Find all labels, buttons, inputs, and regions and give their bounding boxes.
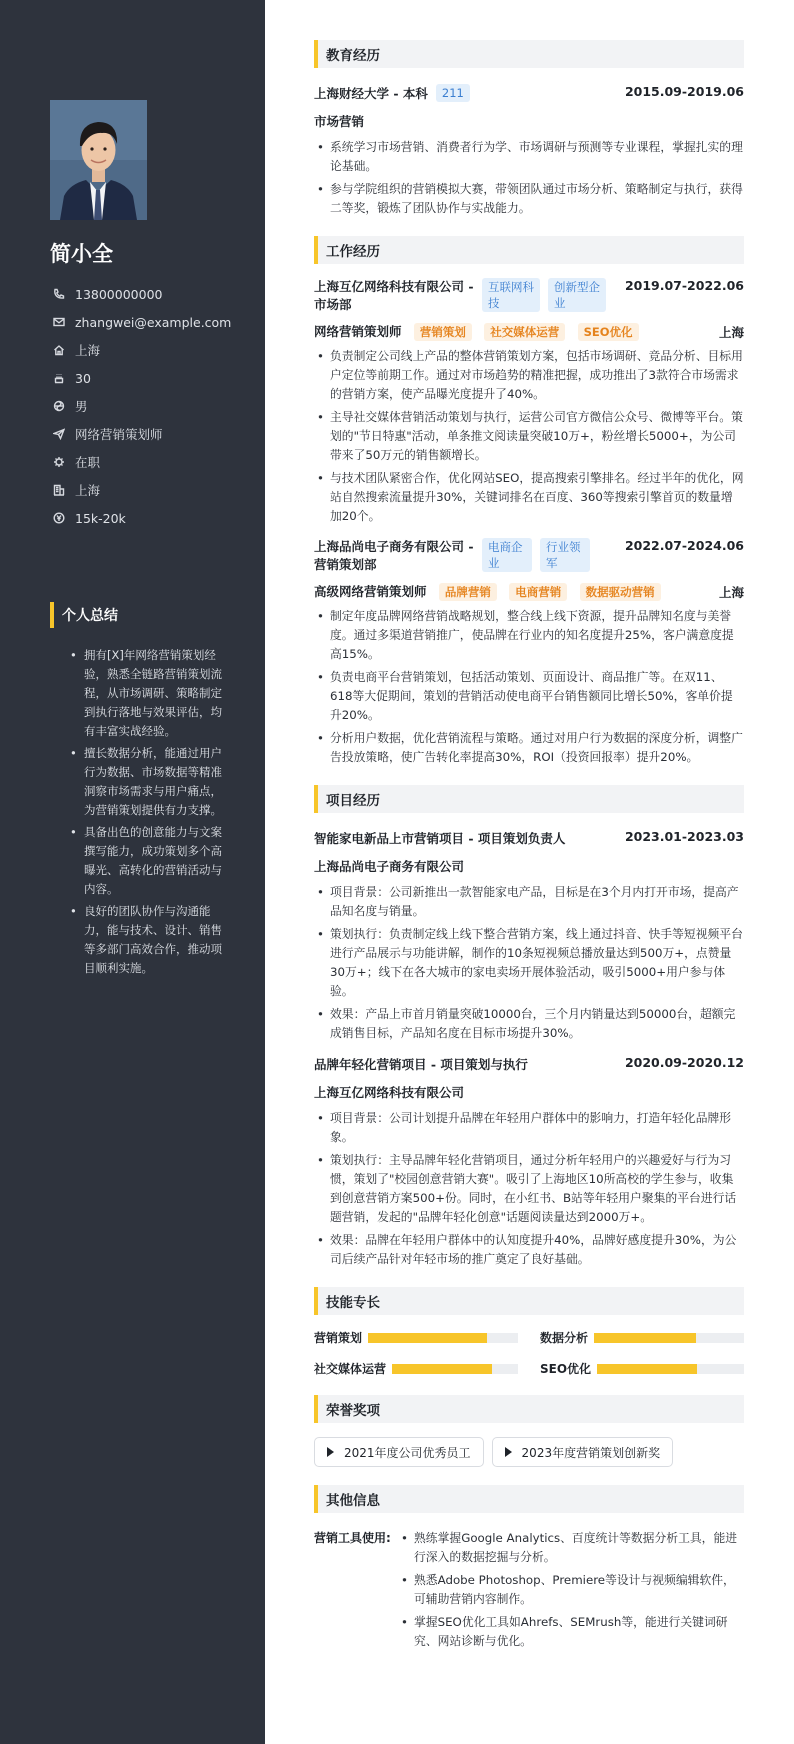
info-email [50, 308, 250, 336]
info-status [50, 448, 250, 476]
project-bullet: • 项目背景：公司计划提升品牌在年轻用户群体中的影响力，打造年轻化品牌形象。 [314, 1109, 744, 1147]
project-bullet: • 效果：产品上市首月销量突破10000台，三个月内销量达到50000台，超额完成销售目标，产品知名度在目标市场提升30%。 [314, 1005, 744, 1043]
education-date: 2015.09-2019.06 [624, 84, 744, 99]
project-date: 2023.01-2023.03 [624, 829, 744, 844]
award-item [314, 1437, 484, 1467]
project-bullet: • 策划执行：负责制定线上线下整合营销方案，线上通过抖音、快手等短视频平台进行产品展示与功能讲解，制作的10条短视频总播放量达到500万+，点赞量30万+；线下在各大城市的家电卖场开展体验活动，吸引5000+用户参与体验。 [314, 925, 744, 1001]
award-text: 2021年度公司优秀员工 [344, 1445, 471, 1460]
skill-item [540, 1360, 744, 1377]
skill-item [314, 1360, 518, 1377]
work-role-left [314, 322, 639, 341]
work-bullet: • 主导社交媒体营销活动策划与执行，运营公司官方微信公众号、微博等平台。策划的"节日特惠"活动，单条推文阅读量突破10万+，粉丝增长5000+，为公司带来了50万元的销售额增长。 [314, 408, 744, 465]
play-icon [505, 1447, 512, 1457]
info-position [50, 420, 250, 448]
skill-tag: 电商营销 [509, 583, 567, 601]
work-bullets [314, 607, 744, 767]
gender-icon [50, 399, 68, 413]
summary-item: • 良好的团队协作与沟通能力，能与技术、设计、销售等多部门高效合作，推动项目顺利实施。 [68, 902, 233, 978]
gender-text: 男 [75, 399, 88, 414]
work-bullet: • 与技术团队紧密合作，优化网站SEO，提高搜索引擎排名。经过半年的优化，网站自然搜索流量提升30%，关键词排名在百度、360等搜索引擎首页的数量增加20个。 [314, 469, 744, 526]
info-city [50, 476, 250, 504]
project-bullets [314, 883, 744, 1043]
skill-item [540, 1329, 744, 1346]
work-left [314, 538, 590, 574]
skills-section-title: 技能专长 [314, 1287, 744, 1315]
project-entry [314, 1055, 744, 1269]
project-bullet: • 策划执行：主导品牌年轻化营销项目，通过分析年轻用户的兴趣爱好与行为习惯，策划了"校园创意营销大赛"。吸引了上海地区10所高校的学生参与，收集到创意营销方案500+份。同时，在小红书、B站等年轻用户聚集的平台进行话题营销，发起的"品牌年轻化创意"话题阅读量达到2000万+。 [314, 1151, 744, 1227]
skill-item [314, 1329, 518, 1346]
company-tag: 行业领军 [540, 538, 590, 572]
location-text: 上海 [75, 343, 101, 358]
honors-section-title: 荣誉奖项 [314, 1395, 744, 1423]
work-date: 2022.07-2024.06 [624, 538, 744, 553]
city-text: 上海 [75, 483, 101, 498]
skill-name: SEO优化 [540, 1362, 592, 1376]
work-head [314, 278, 744, 314]
info-phone [50, 280, 250, 308]
skill-tag: 社交媒体运营 [484, 323, 565, 341]
work-left [314, 278, 606, 314]
skill-fill [392, 1364, 492, 1374]
info-gender [50, 392, 250, 420]
project-bullet: • 项目背景：公司新推出一款智能家电产品，目标是在3个月内打开市场，提高产品知名度与销量。 [314, 883, 744, 921]
company-tag: 创新型企业 [548, 278, 606, 312]
project-date: 2020.09-2020.12 [624, 1055, 744, 1070]
skill-name: 数据分析 [540, 1331, 589, 1345]
project-company: 上海互亿网络科技有限公司 [314, 1085, 465, 1100]
work-entry [314, 538, 744, 767]
summary-title: 个人总结 [50, 602, 118, 628]
skill-fill [368, 1333, 486, 1343]
school-tag: 211 [436, 84, 470, 102]
skill-tag: 数据驱动营销 [580, 583, 661, 601]
company-tag: 互联网科技 [482, 278, 540, 312]
skill-tag: 营销策划 [414, 323, 472, 341]
other-bullet: • 熟悉Adobe Photoshop、Premiere等设计与视频编辑软件，可辅助营销内容制作。 [398, 1571, 744, 1609]
project-bullets [314, 1109, 744, 1269]
work-bullet: • 分析用户数据，优化营销流程与策略。通过对用户行为数据的深度分析，调整广告投放策略，使广告转化率提高30%，ROI（投资回报率）提升20%。 [314, 729, 744, 767]
status-text: 在职 [75, 455, 101, 470]
other-info [314, 1529, 744, 1655]
work-city: 上海 [718, 324, 744, 340]
company-name: 上海互亿网络科技有限公司 - 市场部 [314, 279, 474, 312]
work-bullet: • 制定年度品牌网络营销战略规划，整合线上线下资源，提升品牌知名度与美誉度。通过多渠道营销推广，使品牌在行业内的知名度提升25%，客户满意度提高15%。 [314, 607, 744, 664]
summary-list [68, 646, 233, 981]
salary-icon [50, 511, 68, 525]
work-bullets [314, 347, 744, 526]
school-name: 上海财经大学 - 本科 [314, 86, 428, 101]
work-city: 上海 [718, 584, 744, 600]
phone-icon [50, 287, 68, 301]
education-major: 市场营销 [314, 114, 365, 129]
other-bullet: • 熟练掌握Google Analytics、百度统计等数据分析工具，能进行深入的数据挖掘与分析。 [398, 1529, 744, 1567]
work-role-line [314, 582, 744, 601]
role-title: 网络营销策划师 [314, 324, 402, 339]
project-head [314, 829, 744, 847]
work-bullet: • 负责电商平台营销策划，包括活动策划、页面设计、商品推广等。在双11、618等大促期间，策划的营销活动使电商平台销售额同比增长50%，客单价提升20%。 [314, 668, 744, 725]
award-item [492, 1437, 674, 1467]
education-head [314, 84, 744, 102]
education-bullet: • 参与学院组织的营销模拟大赛，带领团队通过市场分析、策略制定与执行，获得二等奖，锻炼了团队协作与实战能力。 [314, 180, 744, 218]
age-text: 30 [75, 370, 91, 386]
skill-fill [594, 1333, 696, 1343]
play-icon [327, 1447, 334, 1457]
candidate-name: 简小全 [50, 242, 113, 266]
info-salary [50, 504, 250, 532]
education-section-title: 教育经历 [314, 40, 744, 68]
work-section-title: 工作经历 [314, 236, 744, 264]
avatar [50, 100, 147, 220]
other-section-title: 其他信息 [314, 1485, 744, 1513]
company-tag: 电商企业 [482, 538, 532, 572]
skill-bar [368, 1333, 518, 1343]
skill-fill [597, 1364, 697, 1374]
project-company: 上海品尚电子商务有限公司 [314, 859, 465, 874]
skill-name: 营销策划 [314, 1331, 363, 1345]
education-entry [314, 84, 744, 218]
email-text: zhangwei@example.com [75, 314, 232, 330]
project-name: 品牌年轻化营销项目 - 项目策划与执行 [314, 1057, 528, 1072]
phone-text: 13800000000 [75, 286, 163, 302]
status-icon [50, 455, 68, 469]
skill-bar [594, 1333, 744, 1343]
skills-grid [314, 1329, 744, 1377]
project-entry [314, 829, 744, 1043]
skill-name: 社交媒体运营 [314, 1362, 387, 1376]
summary-item: • 拥有[X]年网络营销策划经验，熟悉全链路营销策划流程，从市场调研、策略制定到执行落地与效果评估，均有丰富实战经验。 [68, 646, 233, 741]
education-bullet: • 系统学习市场营销、消费者行为学、市场调研与预测等专业课程，掌握扎实的理论基础。 [314, 138, 744, 176]
contact-info-list [50, 280, 250, 532]
education-bullets [314, 138, 744, 218]
projects-section-title: 项目经历 [314, 785, 744, 813]
info-age [50, 364, 250, 392]
project-bullet: • 效果：品牌在年轻用户群体中的认知度提升40%，品牌好感度提升30%，为公司后续产品针对年轻市场的推广奠定了良好基础。 [314, 1231, 744, 1269]
sidebar [0, 0, 265, 1744]
award-text: 2023年度营销策划创新奖 [521, 1445, 661, 1460]
project-head [314, 1055, 744, 1073]
other-bullet: • 掌握SEO优化工具如Ahrefs、SEMrush等，能进行关键词研究、网站诊断与优化。 [398, 1613, 744, 1651]
mail-icon [50, 315, 68, 329]
other-label: 营销工具使用: [314, 1531, 391, 1545]
other-bullets [398, 1529, 744, 1655]
home-icon [50, 343, 68, 357]
awards-list [314, 1437, 744, 1467]
avatar-portrait-icon [50, 100, 147, 220]
skill-bar [597, 1364, 744, 1374]
education-left [314, 84, 470, 102]
work-bullet: • 负责制定公司线上产品的整体营销策划方案，包括市场调研、竞品分析、目标用户定位等前期工作。通过对市场趋势的精准把握，成功推出了3款符合市场需求的营销方案，使产品曝光度提升了40%。 [314, 347, 744, 404]
company-name: 上海品尚电子商务有限公司 - 营销策划部 [314, 539, 474, 572]
position-text: 网络营销策划师 [75, 427, 163, 442]
building-icon [50, 483, 68, 497]
work-role-line [314, 322, 744, 341]
skill-tag: SEO优化 [578, 323, 639, 341]
work-head [314, 538, 744, 574]
work-date: 2019.07-2022.06 [624, 278, 744, 293]
send-icon [50, 427, 68, 441]
role-title: 高级网络营销策划师 [314, 584, 427, 599]
project-name: 智能家电新品上市营销项目 - 项目策划负责人 [314, 831, 566, 846]
skill-tag: 品牌营销 [439, 583, 497, 601]
work-entry [314, 278, 744, 526]
main-content [314, 40, 744, 1655]
skill-bar [392, 1364, 518, 1374]
work-role-left [314, 582, 661, 601]
info-location [50, 336, 250, 364]
age-icon [50, 371, 68, 385]
summary-item: • 擅长数据分析，能通过用户行为数据、市场数据等精准洞察市场需求与用户痛点，为营销策划提供有力支撑。 [68, 744, 233, 820]
salary-text: 15k-20k [75, 510, 126, 526]
summary-item: • 具备出色的创意能力与文案撰写能力，成功策划多个高曝光、高转化的营销活动与内容。 [68, 823, 233, 899]
